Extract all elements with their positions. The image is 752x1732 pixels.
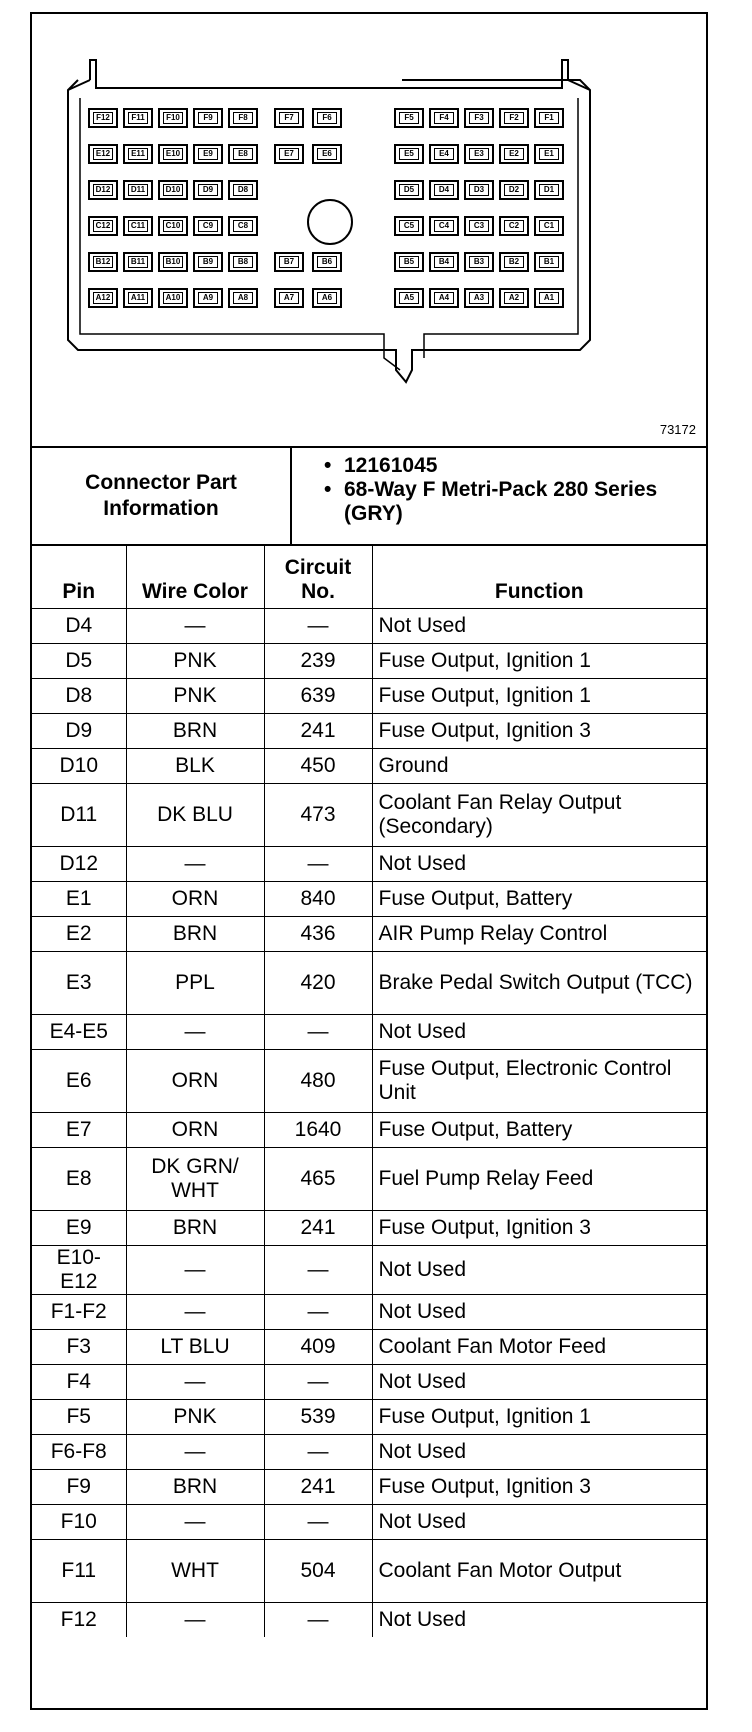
pin-f1 — [534, 108, 564, 128]
pin-label: B10 — [163, 256, 183, 268]
pin-c11 — [123, 216, 153, 236]
pin-f11 — [123, 108, 153, 128]
cell-wire-color: — — [126, 1246, 264, 1295]
pin-f7 — [274, 108, 304, 128]
pin-e6 — [312, 144, 342, 164]
part-number: • 12161045 — [324, 454, 706, 478]
cell-wire-color: — — [126, 1505, 264, 1540]
table-row — [32, 952, 706, 1015]
pin-f8 — [228, 108, 258, 128]
pin-d9 — [193, 180, 223, 200]
pin-label: C3 — [469, 220, 489, 232]
pin-d11 — [123, 180, 153, 200]
pin-b9 — [193, 252, 223, 272]
pin-c3 — [464, 216, 494, 236]
pin-d2 — [499, 180, 529, 200]
cell-pin: E6 — [32, 1050, 126, 1113]
cell-circuit-no: — — [264, 1015, 372, 1050]
figure-number: 73172 — [659, 422, 696, 437]
pin-label: D9 — [198, 184, 218, 196]
cell-pin: F9 — [32, 1470, 126, 1505]
cell-pin: D12 — [32, 847, 126, 882]
pin-d10 — [158, 180, 188, 200]
pin-label: C8 — [233, 220, 253, 232]
pin-a11 — [123, 288, 153, 308]
pin-label: F2 — [504, 112, 524, 124]
pin-label: F7 — [279, 112, 299, 124]
table-row — [32, 1540, 706, 1603]
pin-c12 — [88, 216, 118, 236]
pin-label: B4 — [434, 256, 454, 268]
cell-wire-color: PPL — [126, 952, 264, 1015]
table-row — [32, 609, 706, 644]
pin-label: F1 — [539, 112, 559, 124]
pin-label: F6 — [317, 112, 337, 124]
header-pin: Pin — [32, 546, 126, 609]
pin-b2 — [499, 252, 529, 272]
table-row — [32, 1050, 706, 1113]
pin-b1 — [534, 252, 564, 272]
pin-e10 — [158, 144, 188, 164]
pin-label: D3 — [469, 184, 489, 196]
pin-label: C12 — [93, 220, 113, 232]
pin-a2 — [499, 288, 529, 308]
cell-circuit-no: — — [264, 1246, 372, 1295]
pin-c4 — [429, 216, 459, 236]
polarization-hole-icon — [308, 200, 352, 244]
cell-pin: D10 — [32, 749, 126, 784]
cell-wire-color: ORN — [126, 1050, 264, 1113]
cell-wire-color: WHT — [126, 1540, 264, 1603]
pin-f12 — [88, 108, 118, 128]
pin-a6 — [312, 288, 342, 308]
pin-f4 — [429, 108, 459, 128]
table-row — [32, 1505, 706, 1540]
header-function: Function — [372, 546, 706, 609]
pin-label: F12 — [93, 112, 113, 124]
cell-pin: D5 — [32, 644, 126, 679]
pin-label: B2 — [504, 256, 524, 268]
cell-function: Not Used — [372, 609, 706, 644]
pin-a7 — [274, 288, 304, 308]
pin-c10 — [158, 216, 188, 236]
cell-pin: E2 — [32, 917, 126, 952]
cell-pin: F5 — [32, 1400, 126, 1435]
cell-function: Coolant Fan Relay Output (Secondary) — [372, 784, 706, 847]
pin-label: F10 — [163, 112, 183, 124]
pin-label: F11 — [128, 112, 148, 124]
cell-wire-color: BRN — [126, 1211, 264, 1246]
pin-b12 — [88, 252, 118, 272]
pin-label: A2 — [504, 292, 524, 304]
pin-e5 — [394, 144, 424, 164]
pin-label: E3 — [469, 148, 489, 160]
pin-c5 — [394, 216, 424, 236]
pin-label: E8 — [233, 148, 253, 160]
cell-pin: F12 — [32, 1603, 126, 1638]
pin-label: D11 — [128, 184, 148, 196]
pin-d1 — [534, 180, 564, 200]
connector-description: • 68-Way F Metri-Pack 280 Series (GRY) — [324, 478, 706, 526]
pin-f10 — [158, 108, 188, 128]
pin-f6 — [312, 108, 342, 128]
cell-pin: E7 — [32, 1113, 126, 1148]
pin-label: B8 — [233, 256, 253, 268]
pin-e8 — [228, 144, 258, 164]
pin-label: B9 — [198, 256, 218, 268]
cell-wire-color: BLK — [126, 749, 264, 784]
pin-label: E12 — [93, 148, 113, 160]
cell-wire-color: BRN — [126, 714, 264, 749]
pin-label: E11 — [128, 148, 148, 160]
cell-function: Not Used — [372, 847, 706, 882]
pin-label: E7 — [279, 148, 299, 160]
cell-function: Not Used — [372, 1246, 706, 1295]
pin-e9 — [193, 144, 223, 164]
pin-label: A11 — [128, 292, 148, 304]
cell-pin: D4 — [32, 609, 126, 644]
pin-d4 — [429, 180, 459, 200]
cell-function: Fuse Output, Ignition 1 — [372, 644, 706, 679]
pin-c9 — [193, 216, 223, 236]
table-row — [32, 679, 706, 714]
pin-e1 — [534, 144, 564, 164]
cell-wire-color: PNK — [126, 644, 264, 679]
pin-a4 — [429, 288, 459, 308]
pin-label: A8 — [233, 292, 253, 304]
cell-wire-color: — — [126, 1603, 264, 1638]
cell-circuit-no: — — [264, 609, 372, 644]
cell-pin: D11 — [32, 784, 126, 847]
cell-pin: F6-F8 — [32, 1435, 126, 1470]
pin-label: B11 — [128, 256, 148, 268]
table-header-row — [32, 546, 706, 609]
cell-circuit-no: 465 — [264, 1148, 372, 1211]
pin-b10 — [158, 252, 188, 272]
pin-c2 — [499, 216, 529, 236]
pin-label: C10 — [163, 220, 183, 232]
cell-wire-color: DK GRN/ WHT — [126, 1148, 264, 1211]
pin-label: A3 — [469, 292, 489, 304]
cell-wire-color: — — [126, 1295, 264, 1330]
pin-label: C9 — [198, 220, 218, 232]
cell-wire-color: — — [126, 847, 264, 882]
table-row — [32, 784, 706, 847]
cell-circuit-no: — — [264, 1603, 372, 1638]
pin-label: F5 — [399, 112, 419, 124]
pin-label: C2 — [504, 220, 524, 232]
cell-function: Not Used — [372, 1435, 706, 1470]
table-row — [32, 1113, 706, 1148]
pin-label: A9 — [198, 292, 218, 304]
pin-label: C1 — [539, 220, 559, 232]
pin-label: D10 — [163, 184, 183, 196]
pin-c8 — [228, 216, 258, 236]
pin-b7 — [274, 252, 304, 272]
cell-function: Not Used — [372, 1603, 706, 1638]
pin-label: E9 — [198, 148, 218, 160]
pin-label: C5 — [399, 220, 419, 232]
table-row — [32, 882, 706, 917]
cell-pin: E10-E12 — [32, 1246, 126, 1295]
pin-f2 — [499, 108, 529, 128]
pin-function-table — [32, 546, 706, 1637]
cell-circuit-no: 450 — [264, 749, 372, 784]
cell-wire-color: PNK — [126, 1400, 264, 1435]
cell-function: Not Used — [372, 1015, 706, 1050]
pin-e12 — [88, 144, 118, 164]
cell-wire-color: PNK — [126, 679, 264, 714]
cell-pin: F1-F2 — [32, 1295, 126, 1330]
pin-label: A10 — [163, 292, 183, 304]
cell-pin: D8 — [32, 679, 126, 714]
pin-label: F8 — [233, 112, 253, 124]
pin-label: C4 — [434, 220, 454, 232]
cell-circuit-no: 420 — [264, 952, 372, 1015]
header-wire-color: Wire Color — [126, 546, 264, 609]
cell-function: Fuse Output, Ignition 3 — [372, 1470, 706, 1505]
cell-wire-color: ORN — [126, 882, 264, 917]
cell-function: Not Used — [372, 1295, 706, 1330]
cell-function: Fuse Output, Ignition 3 — [372, 714, 706, 749]
cell-circuit-no: 241 — [264, 714, 372, 749]
cell-function: Fuse Output, Electronic Control Unit — [372, 1050, 706, 1113]
pin-label: B7 — [279, 256, 299, 268]
cell-pin: E8 — [32, 1148, 126, 1211]
cell-function: Not Used — [372, 1505, 706, 1540]
pin-label: B12 — [93, 256, 113, 268]
pin-label: F4 — [434, 112, 454, 124]
cell-circuit-no: — — [264, 1295, 372, 1330]
pin-b5 — [394, 252, 424, 272]
pin-label: A4 — [434, 292, 454, 304]
pin-a9 — [193, 288, 223, 308]
table-row — [32, 1435, 706, 1470]
cell-wire-color: — — [126, 1365, 264, 1400]
pin-label: E4 — [434, 148, 454, 160]
pin-label: D4 — [434, 184, 454, 196]
table-row — [32, 1330, 706, 1365]
table-row — [32, 1470, 706, 1505]
pin-e11 — [123, 144, 153, 164]
cell-circuit-no: 473 — [264, 784, 372, 847]
cell-function: Ground — [372, 749, 706, 784]
cell-wire-color: ORN — [126, 1113, 264, 1148]
table-row — [32, 917, 706, 952]
cell-wire-color: — — [126, 1435, 264, 1470]
cell-pin: E3 — [32, 952, 126, 1015]
connector-info-label: Connector Part Information — [32, 448, 292, 544]
pin-label: A1 — [539, 292, 559, 304]
cell-function: Not Used — [372, 1365, 706, 1400]
cell-wire-color: BRN — [126, 917, 264, 952]
cell-function: Fuel Pump Relay Feed — [372, 1148, 706, 1211]
cell-function: Coolant Fan Motor Feed — [372, 1330, 706, 1365]
cell-circuit-no: 436 — [264, 917, 372, 952]
pin-label: E10 — [163, 148, 183, 160]
pin-a10 — [158, 288, 188, 308]
cell-function: Fuse Output, Battery — [372, 882, 706, 917]
pin-a3 — [464, 288, 494, 308]
pin-a5 — [394, 288, 424, 308]
table-row — [32, 1295, 706, 1330]
cell-pin: F4 — [32, 1365, 126, 1400]
cell-pin: E9 — [32, 1211, 126, 1246]
pin-b11 — [123, 252, 153, 272]
cell-pin: F11 — [32, 1540, 126, 1603]
pin-a8 — [228, 288, 258, 308]
pin-label: D2 — [504, 184, 524, 196]
cell-circuit-no: 409 — [264, 1330, 372, 1365]
table-row — [32, 749, 706, 784]
table-row — [32, 644, 706, 679]
pin-b4 — [429, 252, 459, 272]
pin-d12 — [88, 180, 118, 200]
connector-face-diagram — [32, 14, 706, 448]
cell-circuit-no: 1640 — [264, 1113, 372, 1148]
pin-label: A5 — [399, 292, 419, 304]
pin-label: A7 — [279, 292, 299, 304]
cell-circuit-no: 539 — [264, 1400, 372, 1435]
cell-pin: F3 — [32, 1330, 126, 1365]
table-row — [32, 1211, 706, 1246]
pin-label: E6 — [317, 148, 337, 160]
table-row — [32, 714, 706, 749]
table-row — [32, 1015, 706, 1050]
pin-a1 — [534, 288, 564, 308]
pin-label: E1 — [539, 148, 559, 160]
cell-circuit-no: — — [264, 1435, 372, 1470]
pin-label: E2 — [504, 148, 524, 160]
pin-b8 — [228, 252, 258, 272]
cell-pin: F10 — [32, 1505, 126, 1540]
pin-e7 — [274, 144, 304, 164]
pin-label: D12 — [93, 184, 113, 196]
cell-circuit-no: 480 — [264, 1050, 372, 1113]
cell-wire-color: — — [126, 1015, 264, 1050]
pin-e2 — [499, 144, 529, 164]
table-row — [32, 1603, 706, 1638]
connector-info-list — [324, 454, 706, 526]
cell-circuit-no: — — [264, 1365, 372, 1400]
table-row — [32, 847, 706, 882]
pin-d8 — [228, 180, 258, 200]
cell-pin: E1 — [32, 882, 126, 917]
cell-circuit-no: 239 — [264, 644, 372, 679]
pin-a12 — [88, 288, 118, 308]
cell-wire-color: DK BLU — [126, 784, 264, 847]
cell-pin: E4-E5 — [32, 1015, 126, 1050]
connector-part-info — [32, 448, 706, 546]
cell-pin: D9 — [32, 714, 126, 749]
cell-function: Fuse Output, Battery — [372, 1113, 706, 1148]
pin-label: B5 — [399, 256, 419, 268]
connector-sheet — [30, 12, 708, 1710]
cell-circuit-no: 241 — [264, 1470, 372, 1505]
pin-label: B1 — [539, 256, 559, 268]
pin-label: B3 — [469, 256, 489, 268]
table-row — [32, 1246, 706, 1295]
cell-function: Coolant Fan Motor Output — [372, 1540, 706, 1603]
cell-wire-color: LT BLU — [126, 1330, 264, 1365]
table-row — [32, 1365, 706, 1400]
cell-function: AIR Pump Relay Control — [372, 917, 706, 952]
cell-circuit-no: 639 — [264, 679, 372, 714]
pin-label: D8 — [233, 184, 253, 196]
pin-b6 — [312, 252, 342, 272]
pin-f9 — [193, 108, 223, 128]
pin-c1 — [534, 216, 564, 236]
header-circuit-no: Circuit No. — [264, 546, 372, 609]
cell-circuit-no: 504 — [264, 1540, 372, 1603]
pin-label: D5 — [399, 184, 419, 196]
table-row — [32, 1400, 706, 1435]
pin-d5 — [394, 180, 424, 200]
pin-label: C11 — [128, 220, 148, 232]
cell-function: Fuse Output, Ignition 3 — [372, 1211, 706, 1246]
cell-function: Fuse Output, Ignition 1 — [372, 679, 706, 714]
cell-circuit-no: 241 — [264, 1211, 372, 1246]
pin-label: F9 — [198, 112, 218, 124]
pin-label: E5 — [399, 148, 419, 160]
pin-e3 — [464, 144, 494, 164]
cell-circuit-no: 840 — [264, 882, 372, 917]
cell-function: Fuse Output, Ignition 1 — [372, 1400, 706, 1435]
cell-circuit-no: — — [264, 847, 372, 882]
pin-label: A12 — [93, 292, 113, 304]
cell-circuit-no: — — [264, 1505, 372, 1540]
cell-wire-color: BRN — [126, 1470, 264, 1505]
pin-label: B6 — [317, 256, 337, 268]
pin-d3 — [464, 180, 494, 200]
pin-f5 — [394, 108, 424, 128]
cell-wire-color: — — [126, 609, 264, 644]
pin-label: F3 — [469, 112, 489, 124]
pin-label: A6 — [317, 292, 337, 304]
cell-function: Brake Pedal Switch Output (TCC) — [372, 952, 706, 1015]
pin-e4 — [429, 144, 459, 164]
table-row — [32, 1148, 706, 1211]
pin-label: D1 — [539, 184, 559, 196]
pin-f3 — [464, 108, 494, 128]
pin-b3 — [464, 252, 494, 272]
